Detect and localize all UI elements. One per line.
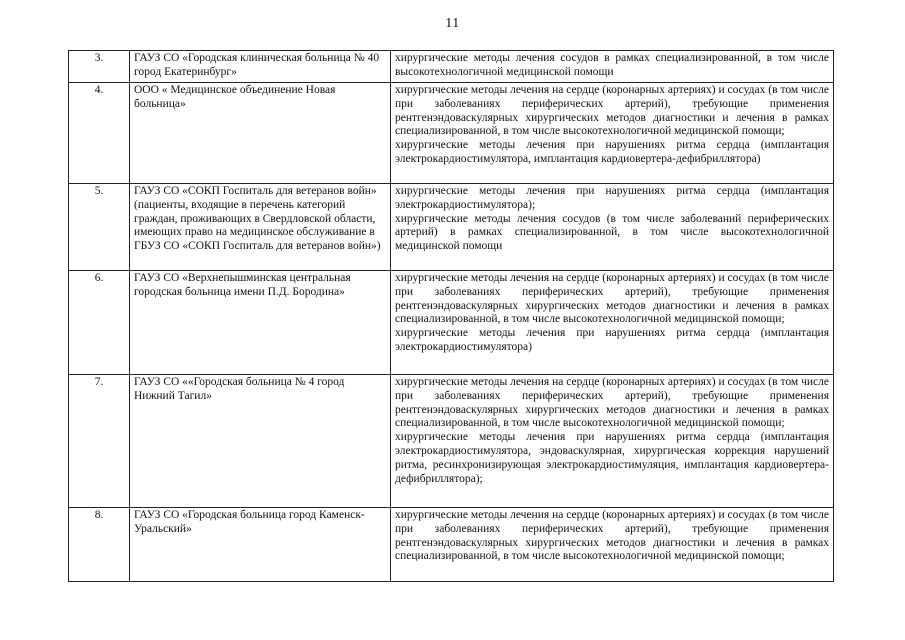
treatment-description (391, 51, 834, 83)
treatment-paragraph: хирургические методы лечения при нарушениях ритма сердца (имплантация электрокардиостимулятора); (395, 185, 829, 211)
treatment-paragraph: хирургические методы лечения при нарушениях ритма сердца (имплантация электрокардиостимулятора, эндоваскулярная, хирургическая коррекция нарушений ритма, ресинхронизирующая электрокардиостимуляция, имплантация кардиовертера-дефибриллятора); (395, 431, 829, 485)
row-number: 5. (69, 184, 130, 271)
treatment-paragraph: хирургические методы лечения при нарушениях ритма сердца (имплантация электрокардиостимулятора, имплантация кардиовертера-дефибриллятора) (395, 139, 829, 165)
treatment-description (391, 508, 834, 582)
treatment-paragraph: хирургические методы лечения сосудов в рамках специализированной, в том числе высокотехнологичной медицинской помощи (395, 52, 829, 78)
organization-name: ГАУЗ СО «Верхнепышминская центральная городская больница имени П.Д. Бородина» (130, 271, 391, 375)
treatment-paragraph: хирургические методы лечения на сердце (коронарных артериях) и сосудах (в том числе при заболеваниях периферических артерий), требующие применения рентгенэндоваскулярных хирургических методов диагностики и лечения в рамках специализированной, в том числе высокотехнологичной медицинской помощи; (395, 84, 829, 138)
table-row (69, 51, 834, 83)
organization-name: ГАУЗ СО «Городская больница город Каменск-Уральский» (130, 508, 391, 582)
table-row (69, 83, 834, 184)
organization-name: ГАУЗ СО ««Городская больница № 4 город Нижний Тагил» (130, 375, 391, 508)
treatment-paragraph: хирургические методы лечения сосудов (в том числе заболеваний периферических артерий) в рамках специализированной, в том числе высокотехнологичной медицинской помощи (395, 212, 829, 253)
medical-organizations-table (68, 50, 834, 582)
treatment-description (391, 375, 834, 508)
table-row (69, 508, 834, 582)
table-row (69, 184, 834, 271)
treatment-paragraph: хирургические методы лечения при нарушениях ритма сердца (имплантация электрокардиостимулятора) (395, 327, 829, 353)
row-number: 4. (69, 83, 130, 184)
organization-name: ГАУЗ СО «Городская клиническая больница № 40 город Екатеринбург» (130, 51, 391, 83)
row-number: 7. (69, 375, 130, 508)
treatment-description (391, 184, 834, 271)
row-number: 6. (69, 271, 130, 375)
table-row (69, 271, 834, 375)
treatment-paragraph: хирургические методы лечения на сердце (коронарных артериях) и сосудах (в том числе при заболеваниях периферических артерий), требующие применения рентгенэндоваскулярных хирургических методов диагностики и лечения в рамках специализированной, в том числе высокотехнологичной медицинской помощи; (395, 509, 829, 563)
page-number: 11 (445, 16, 460, 31)
table-row (69, 375, 834, 508)
row-number: 3. (69, 51, 130, 83)
row-number: 8. (69, 508, 130, 582)
treatment-description (391, 271, 834, 375)
organization-name: ООО « Медицинское объединение Новая больница» (130, 83, 391, 184)
treatment-paragraph: хирургические методы лечения на сердце (коронарных артериях) и сосудах (в том числе при заболеваниях периферических артерий), требующие применения рентгенэндоваскулярных хирургических методов диагностики и лечения в рамках специализированной, в том числе высокотехнологичной медицинской помощи; (395, 272, 829, 326)
treatment-description (391, 83, 834, 184)
organization-name: ГАУЗ СО «СОКП Госпиталь для ветеранов войн» (пациенты, входящие в перечень категорий граждан, проживающих в Свердловской области, имеющих право на медицинское обслуживание в ГБУЗ СО «СОКП Госпиталь для ветеранов войн») (130, 184, 391, 271)
treatment-paragraph: хирургические методы лечения на сердце (коронарных артериях) и сосудах (в том числе при заболеваниях периферических артерий), требующие применения рентгенэндоваскулярных хирургических методов диагностики и лечения в рамках специализированной, в том числе высокотехнологичной медицинской помощи; (395, 376, 829, 430)
